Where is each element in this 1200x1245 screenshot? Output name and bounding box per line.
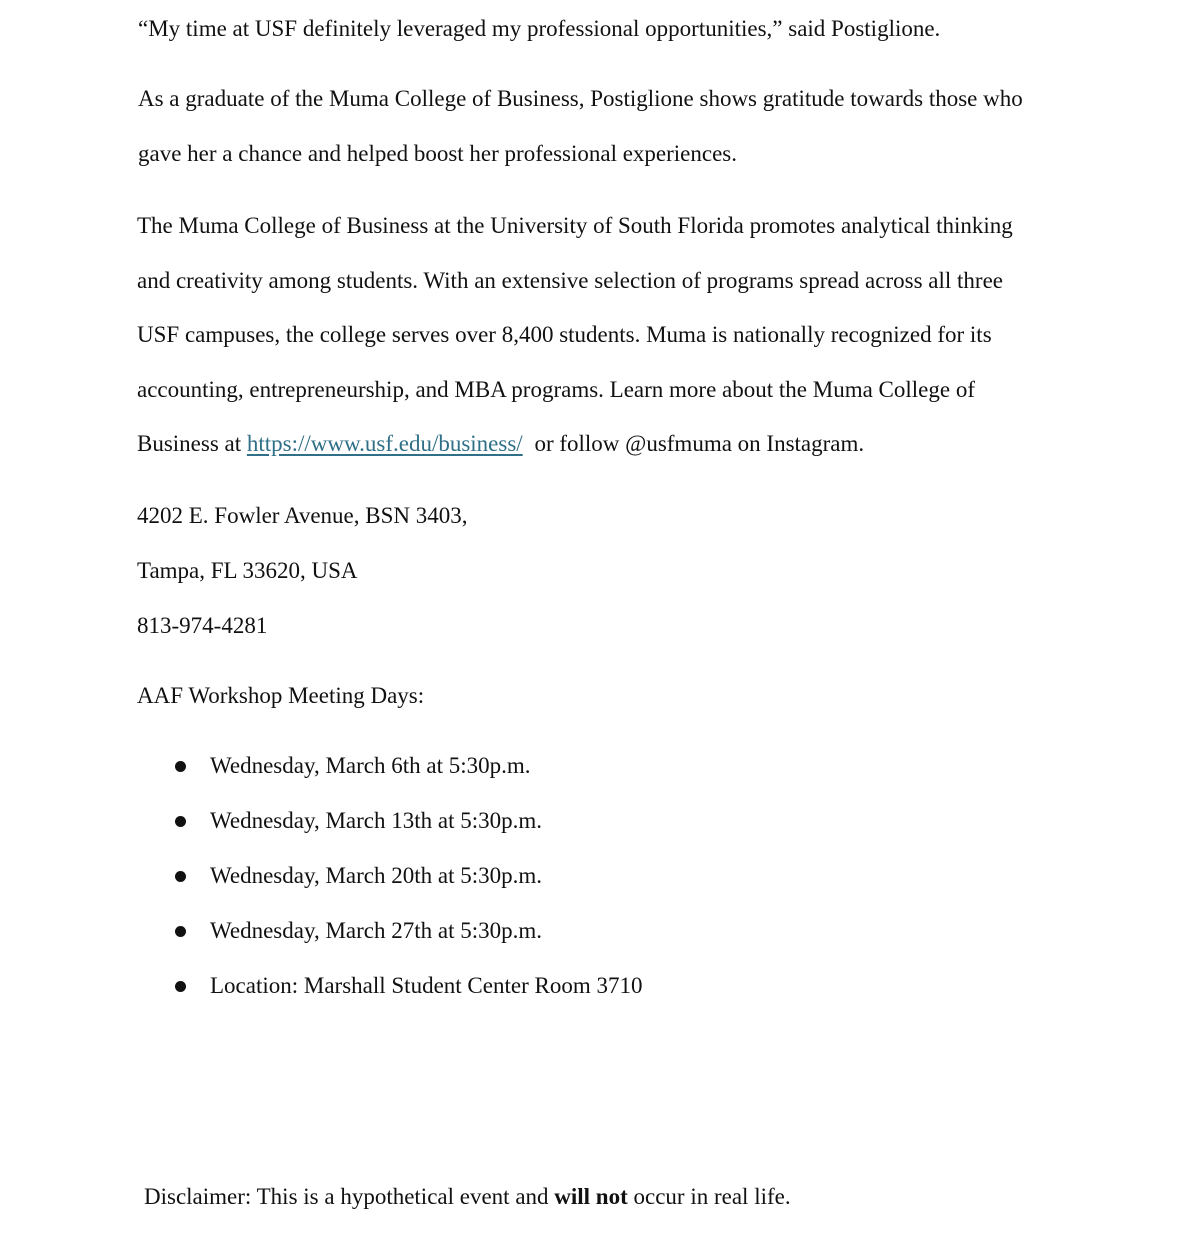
paragraph-2-line-4: accounting, entrepreneurship, and MBA programs. Learn more about the Muma College of — [137, 377, 975, 402]
bullet-icon — [175, 816, 186, 827]
paragraph-1-line-1: As a graduate of the Muma College of Business, Postiglione shows gratitude towards those who — [138, 86, 1023, 111]
quote-paragraph: “My time at USF definitely leveraged my professional opportunities,” said Postiglione. — [138, 16, 941, 41]
bullet-icon — [175, 926, 186, 937]
bullet-icon — [175, 761, 186, 772]
list-item-text: Wednesday, March 13th at 5:30p.m. — [210, 808, 542, 833]
paragraph-2-line-2: and creativity among students. With an extensive selection of programs spread across all three — [137, 268, 1003, 293]
business-prefix-text: Business at — [137, 431, 247, 456]
disclaimer-prefix: Disclaimer: This is a hypothetical event and — [144, 1184, 555, 1209]
disclaimer — [144, 1182, 791, 1212]
business-website-link[interactable]: https://www.usf.edu/business/ — [246, 431, 523, 456]
address-city: Tampa, FL 33620, USA — [137, 558, 358, 583]
list-item-text: Wednesday, March 6th at 5:30p.m. — [210, 753, 531, 778]
bullet-icon — [175, 871, 186, 882]
disclaimer-suffix: occur in real life. — [627, 1184, 791, 1209]
address-phone: 813-974-4281 — [137, 613, 268, 638]
disclaimer-emphasis: will not — [554, 1184, 628, 1209]
workshop-heading: AAF Workshop Meeting Days: — [137, 683, 425, 708]
bullet-icon — [175, 981, 186, 992]
paragraph-2-line-1: The Muma College of Business at the University of South Florida promotes analytical thinking — [137, 213, 1013, 238]
list-item-text: Wednesday, March 27th at 5:30p.m. — [210, 918, 542, 943]
paragraph-2-line-5 — [137, 429, 864, 459]
paragraph-2-line-3: USF campuses, the college serves over 8,400 students. Muma is nationally recognized for its — [137, 322, 992, 347]
list-item-text: Location: Marshall Student Center Room 3710 — [210, 973, 643, 998]
paragraph-1-line-2: gave her a chance and helped boost her professional experiences. — [138, 141, 738, 166]
address-street: 4202 E. Fowler Avenue, BSN 3403, — [137, 503, 468, 528]
list-item-text: Wednesday, March 20th at 5:30p.m. — [210, 863, 542, 888]
instagram-follow-text: or follow @usfmuma on Instagram. — [528, 431, 865, 456]
